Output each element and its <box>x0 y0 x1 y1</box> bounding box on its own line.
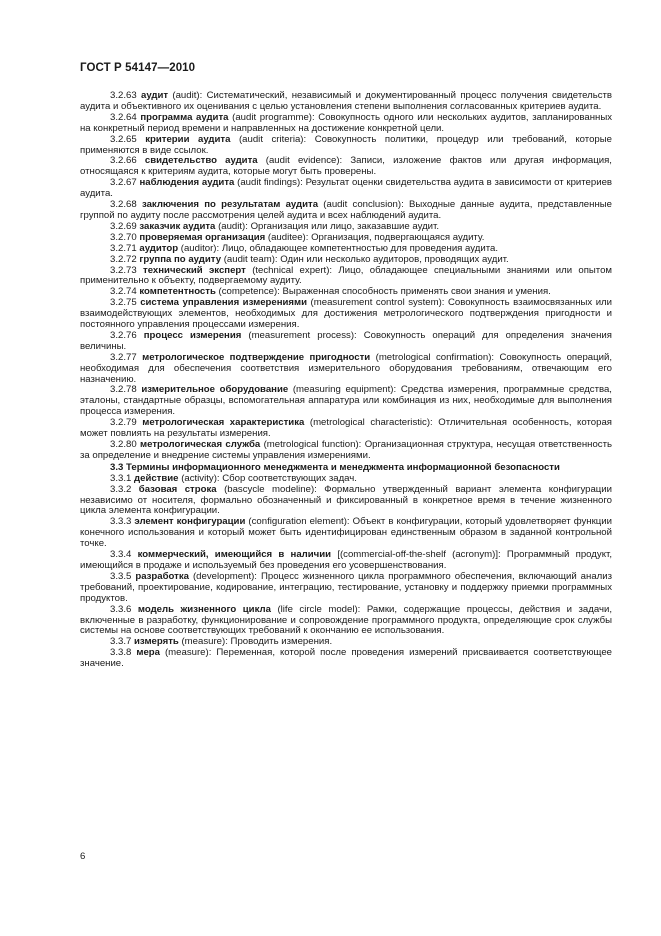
term-entry <box>80 517 612 550</box>
term-number: 3.2.64 <box>110 111 137 123</box>
term-english: (audit): <box>218 220 248 232</box>
term-entry <box>80 113 612 135</box>
term-english: (measure): <box>164 647 212 659</box>
term-number: 3.2.72 <box>110 253 137 265</box>
term-definition: Один или несколько аудиторов, проводящих аудит. <box>280 253 509 265</box>
term-number: 3.2.77 <box>110 351 137 363</box>
term-number: 3.3.2 <box>110 483 132 495</box>
term-definition: Лицо, обладающее компетентностью для проведения аудита. <box>221 242 498 254</box>
term-entry <box>80 440 612 462</box>
term-entry <box>80 385 612 418</box>
term-definition: Проводить измерения. <box>230 636 333 648</box>
term-entry <box>80 266 612 288</box>
page-number: 6 <box>80 851 86 862</box>
term-entry <box>80 605 612 638</box>
term-definition: Лицо, обладающее специальными знаниями или опытом применительно к объекту, подвергаемому аудиту. <box>80 264 613 287</box>
term-definition: Рамки, содержащие процессы, действия и задачи, включенные в разработку, функционирование и сопровождение программного продукта, определяющие срок службы системы на основе соответствующих требований к окончанию ее использования. <box>80 603 612 637</box>
term-english: (competence): <box>218 286 280 298</box>
term-english: (technical expert): <box>252 264 333 276</box>
term-name: измерительное оборудование <box>141 384 289 396</box>
term-number: 3.3.8 <box>110 647 132 659</box>
term-name: разработка <box>135 570 189 582</box>
term-english: (measurement control system): <box>310 297 445 309</box>
standard-title: ГОСТ Р 54147—2010 <box>80 62 196 74</box>
term-english: (configuration element): <box>248 516 350 528</box>
term-definition: Совокупность одного или нескольких аудитов, запланированных на конкретный период времени и направленных на достижение конкретной цели. <box>80 111 613 134</box>
term-number: 3.2.67 <box>110 177 137 189</box>
term-definition: Совокупность политики, процедур или требований, которые применяются в виде ссылок. <box>80 133 612 156</box>
term-definition: Программный продукт, имеющийся в продаже и используемый без проведения его усовершенствования. <box>80 549 613 571</box>
term-name: заключения по результатам аудита <box>141 199 319 211</box>
term-definition: Систематический, независимый и документированный процесс получения свидетельств аудита и объективного их оценивания с целью установления степени выполнения согласованных критериев аудита. <box>80 90 613 112</box>
term-english: (measure): <box>181 636 228 648</box>
term-number: 3.2.65 <box>110 133 137 145</box>
term-name: метрологическая характеристика <box>142 417 305 429</box>
term-english: (development): <box>192 570 257 582</box>
term-entry <box>80 353 612 386</box>
term-definition: Выраженная способность применять свои знания и умения. <box>282 286 551 298</box>
term-number: 3.2.76 <box>110 329 137 341</box>
term-definition: Совокупность взаимосвязанных или взаимодействующих элементов, необходимых для достижения метрологического подтверждения пригодности и постоянного управления процессами измерения. <box>80 297 613 331</box>
term-entry <box>80 572 612 605</box>
term-english: (audit team): <box>223 253 278 265</box>
term-number: 3.3.3 <box>110 516 132 528</box>
term-name: коммерческий, имеющийся в наличии <box>137 549 332 561</box>
term-definition: Совокупность операций, необходимая для обеспечения соответствия измерительного оборудования требованиям, отвечающим его назначению. <box>80 351 612 385</box>
term-english: (audit findings): <box>237 177 303 189</box>
term-name: свидетельство аудита <box>144 155 258 167</box>
term-number: 3.3.7 <box>110 636 132 648</box>
term-english: (auditee): <box>267 231 309 243</box>
term-name: элемент конфигурации <box>134 516 246 528</box>
term-definition: Средства измерения, программные средства, эталоны, стандартные образцы, вспомогательная аппаратура или комбинация из них, необходимые для выполнения процесса измерения. <box>80 384 612 418</box>
term-number: 3.2.63 <box>110 90 137 101</box>
term-name: метрологическое подтверждение пригодности <box>142 351 371 363</box>
term-english: (life circle model): <box>277 603 361 615</box>
term-number: 3.2.74 <box>110 286 137 298</box>
term-name: технический эксперт <box>143 264 246 276</box>
term-entry <box>80 331 612 353</box>
term-number: 3.2.75 <box>110 297 137 309</box>
term-english: (auditor): <box>180 242 220 254</box>
term-definition: Процесс жизненного цикла программного обеспечения, включающий анализ требований, проектирование, кодирование, интеграцию, тестирование, установку и поддержку приемки программных продуктов. <box>80 570 613 604</box>
term-english: (metrological confirmation): <box>375 351 495 363</box>
term-english: (measuring equipment): <box>292 384 397 396</box>
term-number: 3.2.70 <box>110 231 137 243</box>
term-name: измерять <box>134 636 179 648</box>
term-number: 3.3.1 <box>110 472 132 484</box>
term-number: 3.2.80 <box>110 439 137 450</box>
section-heading: 3.3 Термины информационного менеджмента и менеджмента информационной безопасности <box>110 461 560 473</box>
terms-list-3-3 <box>80 474 612 670</box>
term-entry <box>80 135 612 157</box>
term-entry <box>80 200 612 222</box>
terms-list-3-2 <box>80 91 612 462</box>
term-name: группа по аудиту <box>139 253 222 265</box>
term-name: компетентность <box>139 286 216 298</box>
term-name: мера <box>136 647 160 659</box>
term-english: (audit evidence): <box>265 155 343 167</box>
term-definition: Совокупность операций для определения значения величины. <box>80 329 612 352</box>
term-english: (audit programme): <box>232 111 315 123</box>
term-name: критерии аудита <box>145 133 231 145</box>
term-name: аудитор <box>139 242 179 254</box>
term-entry <box>80 418 612 440</box>
term-number: 3.2.69 <box>110 220 137 232</box>
term-name: заказчик аудита <box>139 220 216 232</box>
term-definition: Переменная, которой после проведения измерений присваивается соответствующее значение. <box>80 647 613 670</box>
term-english: (audit conclusion): <box>323 199 404 211</box>
term-entry <box>80 485 612 518</box>
term-number: 3.2.78 <box>110 384 137 396</box>
term-name: базовая строка <box>138 483 217 495</box>
term-name: метрологическая служба <box>140 439 261 450</box>
term-number: 3.3.6 <box>110 603 132 615</box>
term-english: (measurement process): <box>248 329 357 341</box>
term-english: (audit): <box>172 90 203 101</box>
term-entry <box>80 178 612 200</box>
term-definition: Организация, подвергающаяся аудиту. <box>311 231 485 243</box>
term-entry <box>80 156 612 178</box>
term-definition: Сбор соответствующих задач. <box>222 472 357 484</box>
term-entry <box>80 550 612 572</box>
term-name: система управления измерениями <box>140 297 308 309</box>
term-english: (metrological characteristic): <box>309 417 433 429</box>
term-number: 3.3.4 <box>110 549 132 561</box>
term-number: 3.3.5 <box>110 570 132 582</box>
term-english: (bascycle modeline): <box>224 483 317 495</box>
term-english: [(commercial-off-the-shelf (acronym)]: <box>337 549 501 561</box>
terms-content <box>80 91 612 670</box>
term-number: 3.2.73 <box>110 264 137 276</box>
term-name: модель жизненного цикла <box>137 603 271 615</box>
term-definition: Организационная структура, несущая ответственность за определение и внедрение системы управления измерениями. <box>80 439 612 461</box>
term-name: действие <box>134 472 179 484</box>
term-entry <box>80 91 612 113</box>
term-definition: Формально утвержденный вариант элемента конфигурации независимо от носителя, формально обозначенный и фиксированный в конкретное время в течение жизненного цикла элемента конфигурации. <box>80 483 613 517</box>
term-english: (audit criteria): <box>238 133 307 145</box>
term-entry <box>80 298 612 331</box>
term-definition: Выходные данные аудита, представленные группой по аудиту после рассмотрения целей аудита и всех наблюдений аудита. <box>80 199 612 221</box>
term-number: 3.2.79 <box>110 417 137 429</box>
term-definition: Записи, изложение фактов или другая информация, относящаяся к критериям аудита, которые могут быть проверены. <box>80 155 612 178</box>
term-name: программа аудита <box>140 111 229 123</box>
term-name: процесс измерения <box>143 329 242 341</box>
term-definition: Организация или лицо, заказавшие аудит. <box>250 220 440 232</box>
term-number: 3.2.68 <box>110 199 137 211</box>
term-definition: Объект в конфигурации, который удовлетворяет функции конечного использования и который может быть идентифицирован единственным образом в заданной контрольной точке. <box>80 516 613 550</box>
term-entry <box>80 648 612 670</box>
term-number: 3.2.71 <box>110 242 137 254</box>
term-number: 3.2.66 <box>110 155 137 167</box>
term-name: аудит <box>140 90 169 101</box>
term-definition: Отличительная особенность, которая может повлиять на результаты измерения. <box>80 417 612 440</box>
term-english: (activity): <box>181 472 220 484</box>
term-english: (metrological function): <box>263 439 362 450</box>
term-definition: Результат оценки свидетельства аудита в зависимости от критериев аудита. <box>80 177 613 200</box>
term-name: проверяемая организация <box>139 231 266 243</box>
term-name: наблюдения аудита <box>139 177 235 189</box>
